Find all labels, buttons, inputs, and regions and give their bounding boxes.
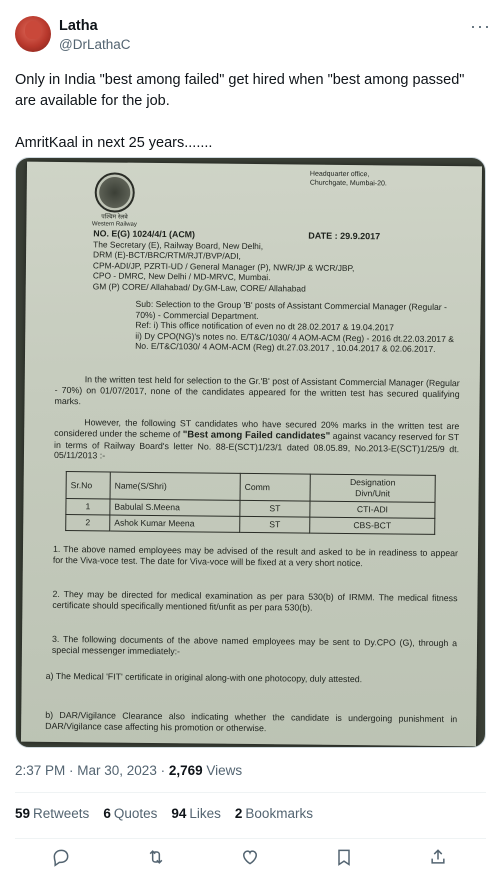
divider: [15, 792, 486, 793]
quotes-count: 6: [103, 806, 111, 821]
table-row: [66, 515, 435, 535]
table-header: Sr.No: [66, 472, 110, 499]
item-a: a) The Medical 'FIT' certificate in original along-with one photocopy, duly attested.: [45, 670, 363, 685]
table-cell: ST: [240, 500, 310, 517]
candidates-table: [65, 471, 436, 535]
tweet-stats: [15, 806, 313, 821]
document-date: DATE : 29.9.2017: [308, 230, 381, 242]
item-3: 3. The following documents of the above named employees may be sent to Dy.CPO (G), through a special messenger immediately:-: [51, 633, 458, 657]
tweet-meta: [15, 763, 242, 778]
likes-label: Likes: [189, 806, 221, 821]
like-icon[interactable]: [240, 847, 262, 869]
table-cell: CBS-BCT: [310, 517, 435, 534]
likes-stat[interactable]: [171, 806, 221, 821]
table-header-row: [66, 472, 435, 503]
table-header: Name(S/Shri): [110, 472, 240, 500]
retweets-label: Retweets: [33, 806, 90, 821]
retweets-count: 59: [15, 806, 31, 821]
table-cell: 2: [66, 515, 110, 531]
table-header: Comm: [240, 473, 310, 501]
subject-reference: Sub: Selection to the Group 'B' posts of Assistant Commercial Manager (Regular - 70%) - Commercial Department. Ref: i) This office notification of even no dt 28.02.2017 & 19.04.2017 ii) Dy CPO(NG)'s notes no. E/T&C/1030/ 4 AOM-ACM (Reg) - 2016 dt.22.03.2017 & No. E/T&C/1030/ 4 AOM-ACM (Reg) dt.27.03.2017 , 10.04.2017 & 02.06.2017.: [135, 298, 455, 355]
para2-text-b: against vacancy reserved for ST in terms of Railway Board's letter No. 88-E(SCT)1/23/1 dated 08.05.89, No.2013-E(SCT)1/25/9 dt. 05/11/2013 :-: [53, 430, 460, 461]
bookmarks-label: Bookmarks: [245, 806, 313, 821]
tweet-header: [0, 0, 502, 64]
author-name[interactable]: Latha: [59, 18, 98, 34]
paragraph-best-among-failed: [54, 417, 459, 465]
paragraph-written-test: In the written test held for selection to the Gr.'B' post of Assistant Commercial Manager (Regular - 70%) on 01/07/2017, none of the candidates appeared for the written test has secured qualifying marks.: [54, 374, 460, 406]
views-label: Views: [202, 763, 243, 778]
item-1: 1. The above named employees may be advised of the result and asked to be in readiness to appear for the Viva-voce test. The date for Viva-voce will be fixed at a very short notice.: [52, 543, 459, 568]
quotes-label: Quotes: [113, 806, 158, 821]
railway-logo: [95, 172, 135, 212]
item-2: 2. They may be directed for medical examination as per para 530(b) of IRMM. The medical fitness certificate should specifically mentioned fit/unfit as per para 530(b).: [52, 588, 458, 613]
tweet-image[interactable]: [15, 157, 486, 748]
table-cell: Ashok Kumar Meena: [110, 515, 240, 532]
item-b: b) DAR/Vigilance Clearance also indicating whether the candidate is undergoing punishment in DAR/Vigilance case affecting his promotion or otherwise.: [45, 709, 458, 733]
bookmarks-count: 2: [234, 806, 243, 821]
timestamp[interactable]: 2:37 PM · Mar 30, 2023 ·: [15, 763, 169, 778]
document-scan: [21, 162, 482, 747]
tweet-line-1: Only in India "best among failed" get hired when "best among passed" are available for the job.: [15, 72, 465, 109]
tweet-line-2: AmritKaal in next 25 years.......: [15, 135, 213, 151]
reference-number: NO. E(G) 1024/4/1 (ACM): [93, 228, 196, 240]
table-header: Designation Divn/Unit: [310, 474, 435, 502]
logo-text: पश्चिम रेलवे Western Railway: [91, 214, 137, 228]
divider: [15, 838, 486, 839]
more-icon[interactable]: ···: [470, 16, 491, 36]
hq-address: Headquarter office, Churchgate, Mumbai-20.: [309, 170, 387, 187]
retweets-stat[interactable]: [15, 806, 89, 821]
action-bar: [0, 845, 502, 873]
share-icon[interactable]: [428, 847, 450, 869]
table-cell: Babulal S.Meena: [110, 499, 240, 516]
avatar[interactable]: [15, 16, 51, 52]
recipient-address: The Secretary (E), Railway Board, New Delhi, DRM (E)-BCT/BRC/RTM/RJT/BVP/ADI, CPM-ADI/JP, PZRTI-UD / General Manager (P), NWR/JP & WCR/JBP, CPO - DMRC, New Delhi / MD-MRVC, Mumbai. GM (P) CORE/ Allahabad/ Dy.GM-Law, CORE/ Allahabad: [92, 239, 355, 294]
views-count: 2,769: [168, 763, 203, 778]
retweet-icon[interactable]: [146, 847, 168, 869]
table-cell: ST: [240, 516, 310, 533]
likes-count: 94: [171, 806, 187, 821]
author-handle[interactable]: @DrLathaC: [59, 37, 131, 52]
table-cell: CTI-ADI: [310, 501, 435, 518]
para2-text-a: However, the following ST candidates who have secured 20% marks in the written test are considered under the scheme of: [54, 417, 460, 440]
bookmark-icon[interactable]: [334, 847, 356, 869]
bookmarks-stat[interactable]: [235, 806, 313, 821]
table-cell: 1: [66, 499, 110, 515]
reply-icon[interactable]: [51, 847, 73, 869]
quotes-stat[interactable]: [103, 806, 157, 821]
para2-bold: "Best among Failed candidates": [182, 429, 331, 442]
